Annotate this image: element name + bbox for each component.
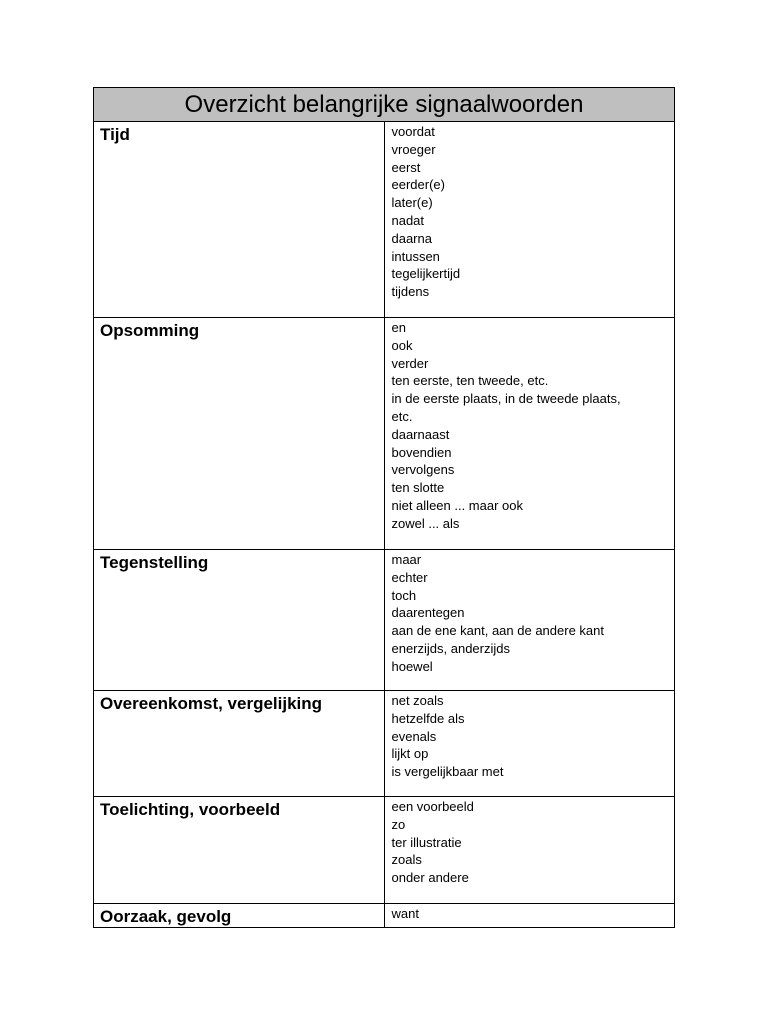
signal-word: enerzijds, anderzijds (391, 640, 510, 656)
signal-word: later(e) (391, 195, 433, 211)
table-row (94, 318, 675, 550)
signal-word: lijkt op (391, 746, 429, 762)
signal-word: bovendien (391, 444, 452, 460)
signal-words-cell (385, 122, 675, 318)
signal-word: ook (391, 337, 413, 353)
table-title: Overzicht belangrijke signaalwoorden (94, 88, 675, 122)
category-label: Toelichting, voorbeeld (94, 797, 385, 904)
signal-word: hoewel (391, 658, 433, 674)
signal-words-list (391, 551, 674, 676)
signal-words-list (391, 798, 674, 887)
signal-word: evenals (391, 728, 437, 744)
signal-word: en (391, 320, 406, 335)
signal-word: intussen (391, 248, 440, 264)
signal-words-cell (385, 691, 675, 797)
signal-word: tijdens (391, 284, 430, 300)
signal-words-cell (385, 550, 675, 691)
signal-words-list (391, 692, 674, 781)
signal-words-list (391, 123, 674, 301)
signal-word: een voorbeeld (391, 799, 474, 814)
signal-word: toch (391, 587, 417, 603)
signal-word: hetzelfde als (391, 710, 465, 726)
category-label: Oorzaak, gevolg (94, 904, 385, 928)
category-label: Tegenstelling (94, 550, 385, 691)
signal-word: echter (391, 569, 428, 585)
category-label: Opsomming (94, 318, 385, 550)
signal-word: aan de ene kant, aan de andere kant (391, 623, 604, 639)
signal-words-table (93, 87, 675, 928)
signal-word: ter illustratie (391, 834, 462, 850)
signal-words-cell (385, 904, 675, 928)
signal-word: zoals (391, 852, 422, 868)
signal-word: voordat (391, 124, 435, 139)
signal-word: maar (391, 552, 422, 567)
signal-word: daarna (391, 230, 432, 246)
signal-word: is vergelijkbaar met (391, 764, 504, 780)
signal-word: verder (391, 355, 429, 371)
signal-word: zo (391, 816, 406, 832)
signal-word: want (391, 906, 419, 921)
signal-words-cell (385, 797, 675, 904)
signal-word: daarnaast (391, 426, 450, 442)
category-label: Overeenkomst, vergelijking (94, 691, 385, 797)
signal-words-cell (385, 318, 675, 550)
table-row (94, 122, 675, 318)
signal-words-list (391, 905, 674, 923)
signal-word: ten eerste, ten tweede, etc. (391, 373, 549, 389)
signal-word: in de eerste plaats, in de tweede plaats, (391, 391, 621, 407)
signal-word: vroeger (391, 141, 436, 157)
signal-word: etc. (391, 408, 413, 424)
signal-word: nadat (391, 212, 425, 228)
table-row (94, 797, 675, 904)
signal-words-list (391, 319, 674, 533)
signal-word: daarentegen (391, 605, 465, 621)
signal-word: onder andere (391, 870, 469, 886)
signal-word: vervolgens (391, 462, 455, 478)
signal-word: eerder(e) (391, 177, 445, 193)
table-row (94, 550, 675, 691)
signal-word: zowel ... als (391, 515, 460, 531)
signal-word: niet alleen ... maar ook (391, 497, 524, 513)
table-row (94, 904, 675, 928)
signal-word: tegelijkertijd (391, 266, 461, 282)
signal-word: net zoals (391, 693, 444, 708)
signal-word: ten slotte (391, 480, 445, 496)
table-body (94, 122, 675, 928)
table-row (94, 691, 675, 797)
signal-word: eerst (391, 159, 421, 175)
category-label: Tijd (94, 122, 385, 318)
